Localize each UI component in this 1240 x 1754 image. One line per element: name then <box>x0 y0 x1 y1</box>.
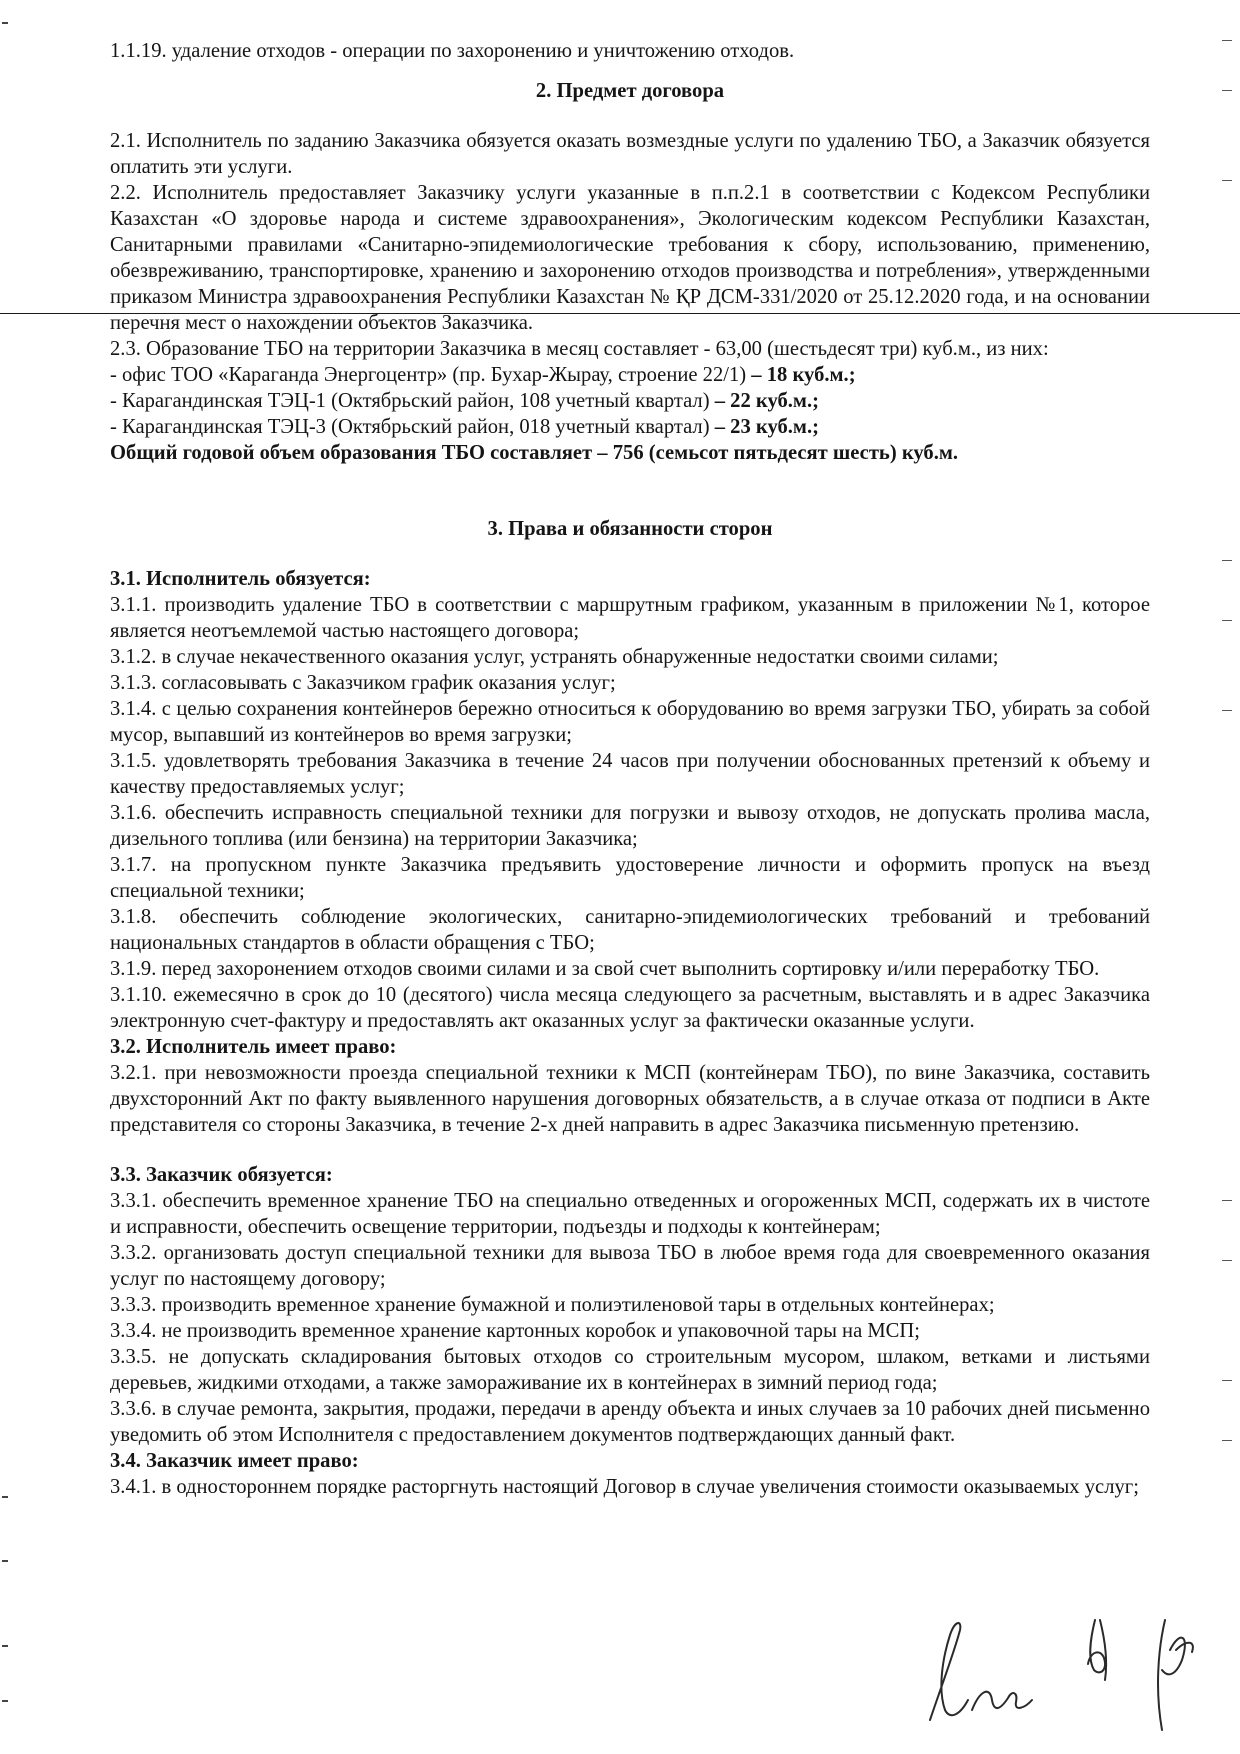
clause-3-3-2: 3.3.2. организовать доступ специальной техники для вывоза ТБО в любое время года для своевременного оказания услуг по настоящему договору; <box>110 1242 1150 1290</box>
clause-2-2: 2.2. Исполнитель предоставляет Заказчику услуги указанные в п.п.2.1 в соответствии с Кодексом Республики Казахстан «О здоровье народа и системе здравоохранения», Экологическим кодексом Республики Казахстан, Санитарными правилами «Санитарно-эпидемиологические требования к сбору, использованию, применению, обезвреживанию, транспортировке, хранению и захоронению отходов производства и потребления», утвержденными приказом Министра здравоохранения Республики Казахстан № ҚР ДСМ-331/2020 от 25.12.2020 года, и на основании перечня мест о нахождении объектов Заказчика. <box>110 182 1150 334</box>
clause-3-2-1: 3.2.1. при невозможности проезда специальной техники к МСП (контейнерам ТБО), по вине Заказчика, составить двухсторонний Акт по факту выявленного нарушения договорных обязательств, а в случае отказа от подписи в Акте представителя со стороны Заказчика, в течение 2-х дней направить в адрес Заказчика письменную претензию. <box>110 1062 1150 1136</box>
waste-item-volume: – 22 куб.м.; <box>714 390 819 412</box>
waste-item-office <box>110 362 1150 388</box>
scan-edge-right <box>1210 0 1240 1754</box>
clause-2-1: 2.1. Исполнитель по заданию Заказчика обязуется оказать возмездные услуги по удалению ТБО, а Заказчик обязуется оплатить эти услуги. <box>110 130 1150 178</box>
waste-item-volume: – 23 куб.м.; <box>714 416 819 438</box>
waste-item-volume: – 18 куб.м.; <box>751 364 856 386</box>
clause-3-1-1: 3.1.1. производить удаление ТБО в соответствии с маршрутным графиком, указанным в приложении №1, которое является неотъемлемой частью настоящего договора; <box>110 594 1150 642</box>
waste-item-tec1 <box>110 388 1150 414</box>
signature-4 <box>1158 1620 1193 1730</box>
subsection-3-1-heading: 3.1. Исполнитель обязуется: <box>110 568 371 590</box>
clause-2-3: 2.3. Образование ТБО на территории Заказчика в месяц составляет - 63,00 (шестьдесят три) куб.м., из них: <box>110 338 1049 360</box>
clause-1-1-19: 1.1.19. удаление отходов - операции по захоронению и уничтожению отходов. <box>110 40 795 62</box>
clause-3-1-4: 3.1.4. с целью сохранения контейнеров бережно относиться к оборудованию во время загрузки ТБО, убирать за собой мусор, выпавший из контейнеров во время загрузки; <box>110 698 1150 746</box>
signature-3 <box>1088 1620 1106 1680</box>
subsection-3-3-heading: 3.3. Заказчик обязуется: <box>110 1164 333 1186</box>
clause-3-4-1: 3.4.1. в одностороннем порядке расторгнуть настоящий Договор в случае увеличения стоимости оказываемых услуг; <box>110 1476 1139 1498</box>
handwritten-signatures <box>900 1590 1220 1740</box>
subsection-3-2-heading: 3.2. Исполнитель имеет право: <box>110 1036 397 1058</box>
clause-3-3-5: 3.3.5. не допускать складирования бытовых отходов со строительным мусором, шлаком, ветками и листьями деревьев, жидкими отходами, а также замораживание их в контейнерах в зимний период года; <box>110 1346 1150 1394</box>
subsection-3-4-heading: 3.4. Заказчик имеет право: <box>110 1450 359 1472</box>
clause-3-1-8: 3.1.8. обеспечить соблюдение экологических, санитарно-эпидемиологических требований и требований национальных стандартов в области обращения с ТБО; <box>110 906 1150 954</box>
clause-3-1-7: 3.1.7. на пропускном пункте Заказчика предъявить удостоверение личности и оформить пропуск на въезд специальной техники; <box>110 854 1150 902</box>
clause-3-1-3: 3.1.3. согласовывать с Заказчиком график оказания услуг; <box>110 672 616 694</box>
clause-3-3-6: 3.3.6. в случае ремонта, закрытия, продажи, передачи в аренду объекта и иных случаев за 10 рабочих дней письменно уведомить об этом Исполнителя с предоставлением документов подтверждающих данный факт. <box>110 1398 1150 1446</box>
section-3-title: 3. Права и обязанности сторон <box>487 518 773 540</box>
clause-3-3-1: 3.3.1. обеспечить временное хранение ТБО на специально отведенных и огороженных МСП, содержать их в чистоте и исправности, обеспечить освещение территории, подъезды и подходы к контейнерам; <box>110 1190 1150 1238</box>
clause-3-1-6: 3.1.6. обеспечить исправность специальной техники для погрузки и вывозу отходов, не допускать пролива масла, дизельного топлива (или бензина) на территории Заказчика; <box>110 802 1150 850</box>
waste-item-tec3 <box>110 414 1150 440</box>
annual-total: Общий годовой объем образования ТБО составляет – 756 (семьсот пятьдесят шесть) куб.м. <box>110 442 959 464</box>
signature-1 <box>930 1623 968 1720</box>
signature-2 <box>972 1692 1032 1710</box>
document-page <box>110 38 1150 1500</box>
clause-3-3-3: 3.3.3. производить временное хранение бумажной и полиэтиленовой тары в отдельных контейнерах; <box>110 1294 995 1316</box>
waste-item-label: - Карагандинская ТЭЦ-3 (Октябрьский район, 018 учетный квартал) <box>110 416 715 438</box>
scan-edge-left <box>0 0 12 1754</box>
section-2-title: 2. Предмет договора <box>535 80 725 102</box>
clause-3-3-4: 3.3.4. не производить временное хранение картонных коробок и упаковочной тары на МСП; <box>110 1320 921 1342</box>
clause-3-1-9: 3.1.9. перед захоронением отходов своими силами и за свой счет выполнить сортировку и/или переработку ТБО. <box>110 958 1100 980</box>
clause-3-1-10: 3.1.10. ежемесячно в срок до 10 (десятого) числа месяца следующего за расчетным, выставлять и в адрес Заказчика электронную счет-фактуру и предоставлять акт оказанных услуг за фактически оказанные услуги. <box>110 984 1150 1032</box>
clause-3-1-5: 3.1.5. удовлетворять требования Заказчика в течение 24 часов при получении обоснованных претензий к объему и качеству предоставляемых услуг; <box>110 750 1150 798</box>
waste-item-label: - Карагандинская ТЭЦ-1 (Октябрьский район, 108 учетный квартал) <box>110 390 715 412</box>
clause-3-1-2: 3.1.2. в случае некачественного оказания услуг, устранять обнаруженные недостатки своими силами; <box>110 646 999 668</box>
waste-item-label: - офис ТОО «Караганда Энергоцентр» (пр. Бухар-Жырау, строение 22/1) <box>110 364 752 386</box>
